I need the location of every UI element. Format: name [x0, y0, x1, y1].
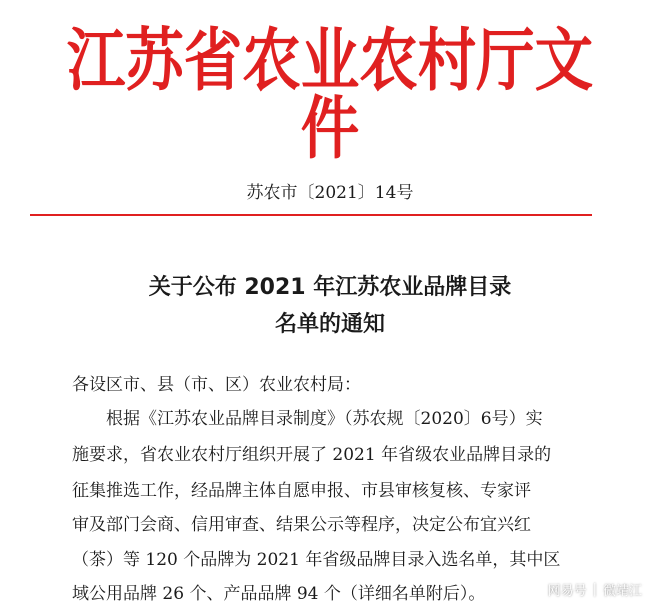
body-text-line: 征集推选工作，经品牌主体自愿申报、市县审核复核、专家评: [72, 481, 531, 501]
document-masthead: 江苏省农业农村厅文件: [66, 22, 594, 169]
document-title-line-1: 关于公布 2021 年江苏农业品牌目录: [148, 275, 512, 300]
document-title-line-2: 名单的通知: [274, 312, 385, 337]
body-text-line: 施要求，省农业农村厅组织开展了 2021 年省级农业品牌目录的: [72, 445, 552, 465]
watermark-source: 网易号: [547, 584, 587, 599]
body-text-line: 根据《江苏农业品牌目录制度》（苏农规〔2020〕6号）实: [106, 409, 543, 429]
body-text-line: 审及部门会商、信用审查、结果公示等程序，决定公布宜兴红: [72, 515, 531, 535]
body-text-line: （茶）等 120 个品牌为 2021 年省级品牌目录入选名单，其中区: [72, 550, 561, 570]
source-watermark: [548, 580, 642, 599]
watermark-author: 微靖江: [602, 584, 642, 599]
salutation: 各设区市、县（市、区）农业农村局：: [72, 375, 361, 395]
red-divider-line: [30, 214, 592, 216]
watermark-separator: |: [592, 582, 597, 597]
document-number: 苏农市〔2021〕14号: [246, 183, 414, 203]
body-text-line: 域公用品牌 26 个、产品品牌 94 个（详细名单附后）。: [72, 584, 486, 604]
